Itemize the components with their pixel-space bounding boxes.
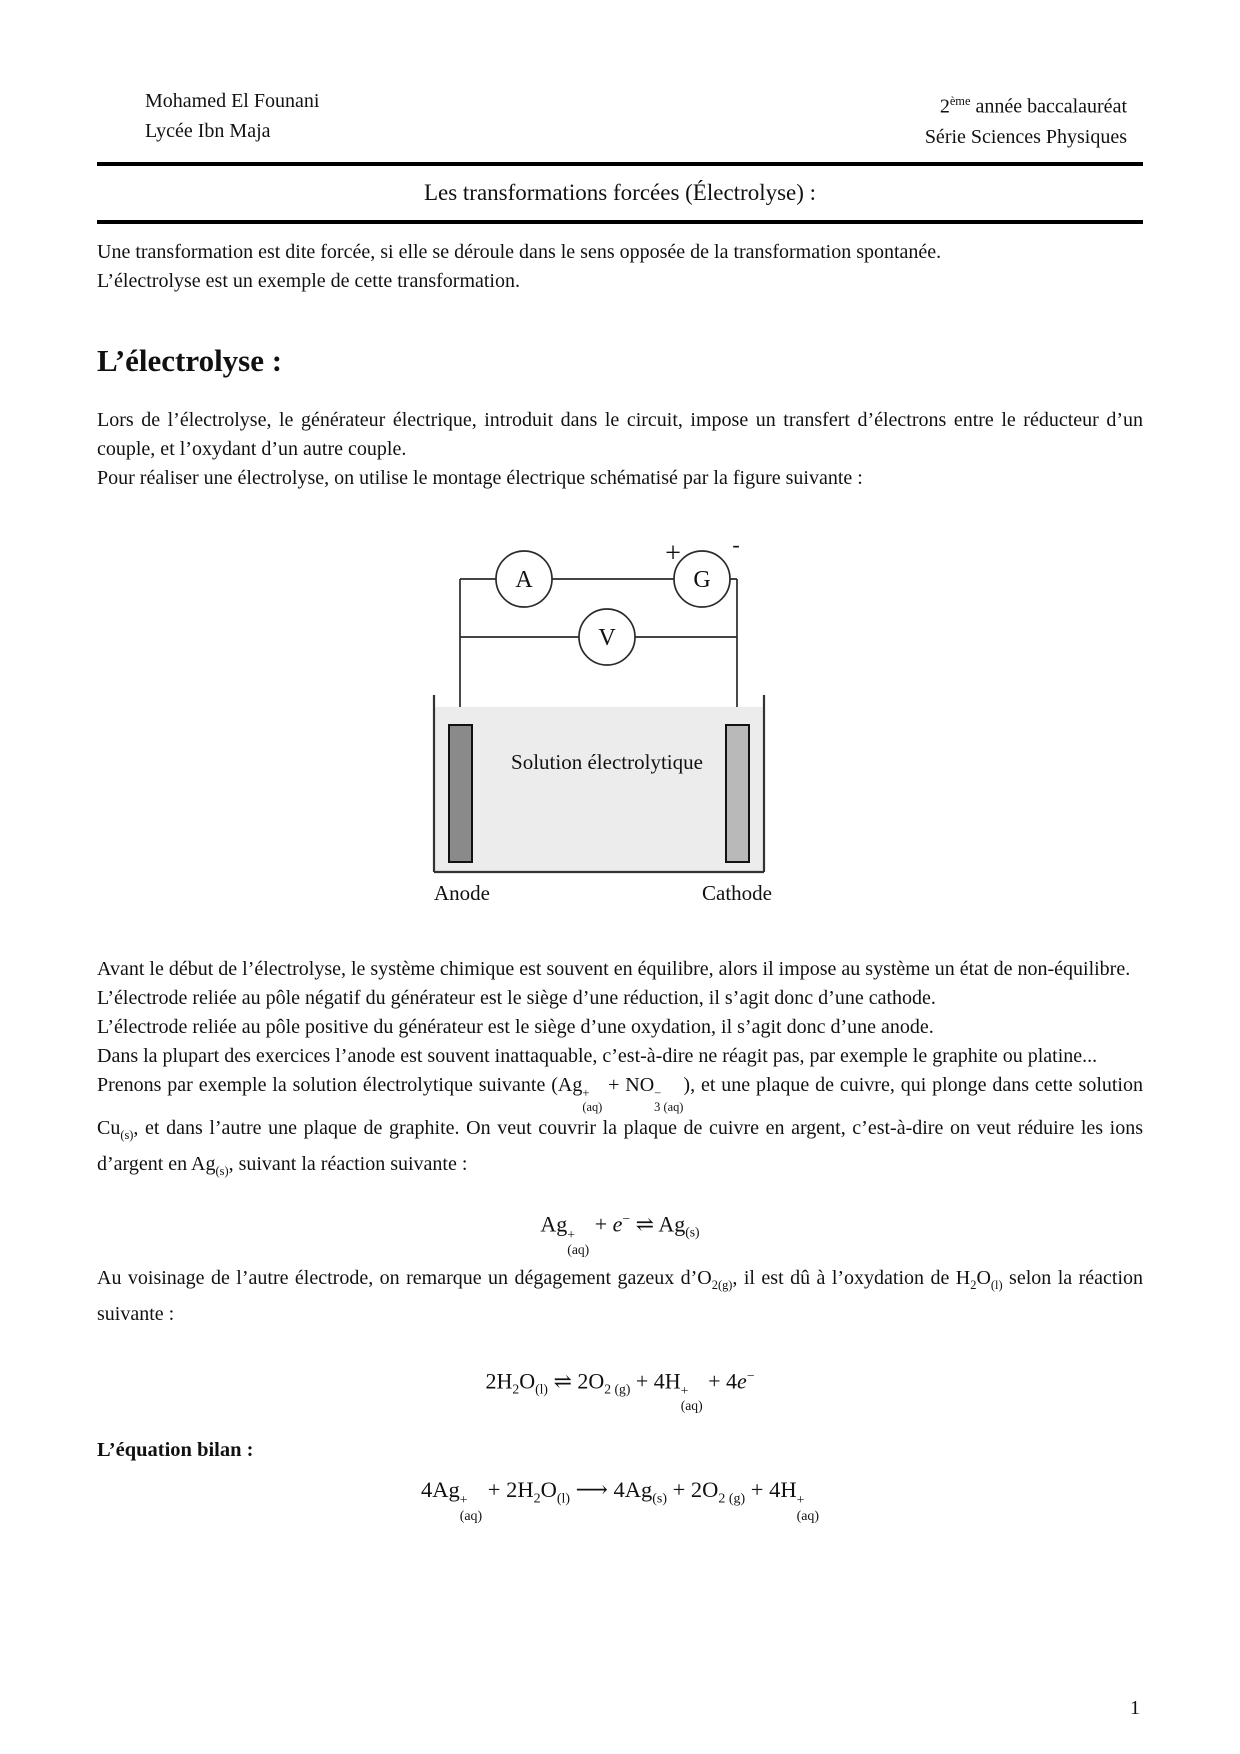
body-line: Avant le début de l’électrolyse, le système chimique est souvent en équilibre, alors il impose au système un état de non-équilibre. bbox=[97, 957, 1131, 980]
circuit-figure bbox=[389, 538, 1143, 915]
oxidation-paragraph bbox=[97, 1264, 1143, 1329]
body-line: Prenons par exemple la solution électrolytique suivante (Ag + (aq) + NO − 3 (aq) ), et une plaque de cuivre, qui plonge dans cette solution $Cu_{(s)}$, et dans l’autre une plaque de graphite. On veut couvrir la plaque de cuivre en argent, c’est-à-dire on veut réduire les ions d’argent en $Ag_{(s)}$, suivant la réaction suivante : bbox=[97, 1073, 1143, 1179]
header-course-block bbox=[925, 86, 1127, 152]
author-school: Lycée Ibn Maja bbox=[145, 120, 271, 142]
header-author-block bbox=[145, 86, 319, 152]
body-line: Lors de l’électrolyse, le générateur électrique, introduit dans le circuit, impose un transfert d’électrons entre le réducteur d’un couple, et l’oxydant d’un autre couple. bbox=[97, 408, 1143, 460]
body-line: L’électrode reliée au pôle négatif du générateur est le siège d’une réduction, il s’agit donc d’une cathode. bbox=[97, 986, 936, 1009]
body-line: L’électrode reliée au pôle positive du générateur est le siège d’une oxydation, il s’agit donc d’une anode. bbox=[97, 1015, 934, 1038]
course-series: Série Sciences Physiques bbox=[924, 125, 1127, 148]
voltmeter-label: V bbox=[598, 624, 616, 651]
equation-oxidation: $2H_2O_{(l)}$ ⇌ $2O_{2 (g)} + 4H$ + (aq) + 4e− bbox=[485, 1367, 755, 1414]
anode-electrode bbox=[449, 725, 472, 862]
solution-label: Solution électrolytique bbox=[511, 749, 703, 774]
page-title: Les transformations forcées (Électrolyse) : bbox=[423, 179, 817, 205]
electrolyte-solution bbox=[435, 707, 763, 872]
title-rule-bottom bbox=[97, 220, 1143, 224]
intro-line: Une transformation est dite forcée, si elle se déroule dans le sens opposée de la transformation spontanée. bbox=[97, 240, 942, 263]
equation-balance: 4Ag + (aq) + $2H_2O_{(l)}$ ⟶ $4Ag_{(s)} + 2O_{2 (g)} + 4H$ + (aq) bbox=[420, 1476, 820, 1524]
main-paragraph bbox=[97, 955, 1143, 1187]
body-line: Pour réaliser une électrolyse, on utilise le montage électrique schématisé par la figure suivante : bbox=[97, 466, 863, 489]
author-name: Mohamed El Founani bbox=[145, 90, 320, 112]
plus-terminal: + bbox=[665, 537, 681, 569]
section-heading: L’électrolyse : bbox=[97, 342, 283, 378]
body-line: Dans la plupart des exercices l’anode est souvent inattaquable, c’est-à-dire ne réagit pas, par exemple le graphite ou platine... bbox=[97, 1044, 1098, 1067]
balance-equation-heading: L’équation bilan : bbox=[97, 1438, 254, 1461]
anode-label: Anode bbox=[434, 880, 490, 905]
generator-label: G bbox=[693, 566, 711, 593]
title-rule-top bbox=[97, 162, 1143, 166]
course-grade: 2ème année baccalauréat bbox=[939, 94, 1127, 118]
equation-reduction: Ag + (aq) + e− ⇌ $Ag_{(s)}$ bbox=[540, 1211, 700, 1257]
minus-terminal: - bbox=[732, 537, 740, 557]
cathode-electrode bbox=[726, 725, 749, 862]
page-number: 1 bbox=[1130, 1697, 1140, 1719]
ammeter-label: A bbox=[515, 566, 533, 593]
intro-paragraph bbox=[97, 238, 1143, 296]
circuit-diagram bbox=[389, 538, 809, 910]
intro-line: L’électrolyse est un exemple de cette transformation. bbox=[97, 269, 520, 292]
cathode-label: Cathode bbox=[702, 880, 772, 905]
page-header bbox=[97, 0, 1143, 152]
section-intro-paragraph bbox=[97, 406, 1143, 493]
body-line: Au voisinage de l’autre électrode, on remarque un dégagement gazeux $d’O_{2(g)}$, il est dû à l’oxydation de $H_2O_{(l)}$ selon la réaction suivante : bbox=[97, 1266, 1143, 1325]
